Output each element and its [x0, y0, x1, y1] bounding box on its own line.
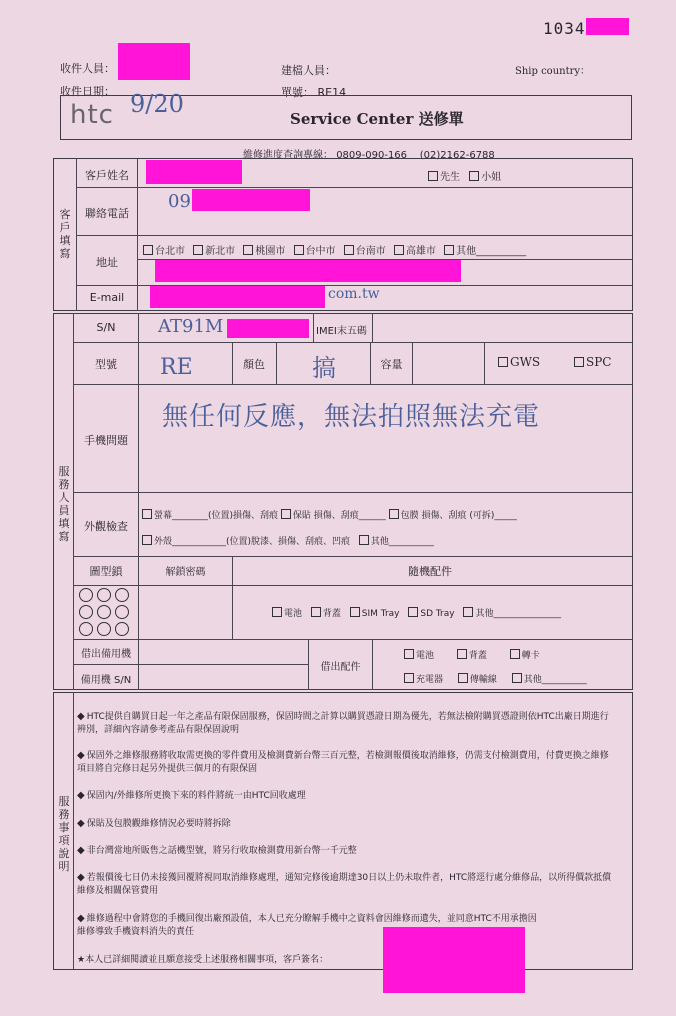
ms-checkbox[interactable]: [469, 171, 479, 181]
redaction-email: [150, 286, 325, 308]
loan-accessories-label: 借出配件: [320, 662, 361, 673]
city-checkbox[interactable]: [294, 245, 304, 255]
loan-other-checkbox[interactable]: [512, 673, 522, 683]
city-checkbox[interactable]: [243, 245, 253, 255]
email-label: E-mail: [89, 291, 125, 304]
receive-date-label: 收件日期：: [60, 85, 115, 98]
loaner-sn-label: 備用機 S/N: [80, 675, 132, 686]
battery-checkbox[interactable]: [272, 607, 282, 617]
redaction-signature: [383, 927, 525, 993]
receiver-label: 收件人員：: [60, 62, 115, 75]
signature-line: ★本人已詳細閱讀並且願意接受上述服務相關事項，客戶簽名：: [77, 955, 329, 965]
spc-checkbox[interactable]: [574, 357, 584, 367]
accessories-options: 電池 背蓋 SIM Tray SD Tray 其他_______________: [272, 606, 561, 619]
city-checkbox[interactable]: [143, 245, 153, 255]
service-section-label: 服務人員填寫: [58, 465, 70, 543]
loaner-label: 借出備用機: [81, 649, 131, 660]
phone-label: 聯絡電話: [85, 207, 129, 220]
sn-hand: AT91M: [158, 316, 224, 337]
name-label: 客戶姓名: [85, 169, 129, 182]
service-section: [53, 313, 633, 690]
loan-charger-checkbox[interactable]: [404, 673, 414, 683]
order-no-label: 單號： RE14: [281, 86, 347, 99]
title-options: 先生 小姐: [428, 168, 501, 183]
redaction-receiver: [118, 43, 190, 80]
handwritten-date: 9/20: [130, 90, 184, 118]
hotline: 維修進度查詢專線： 0809-090-166 (02)2162-6788: [243, 150, 495, 161]
color-label: 顏色: [243, 358, 265, 371]
customer-section-label: 客戶填寫: [59, 208, 71, 260]
problem-hand: 無任何反應，無法拍照無法充電: [162, 402, 541, 432]
redaction-name: [146, 160, 242, 184]
loan-battery-checkbox[interactable]: [404, 649, 414, 659]
term-item: ◆ 保固外之維修服務將收取需更換的零件費用及檢測費新台幣三百元整，若檢測報價後取消維修，仍需支付檢測費用，付費更換之維修項目將自完修日起另外提供三個月的有限保固: [77, 750, 609, 774]
screen-checkbox[interactable]: [142, 509, 152, 519]
loan-cable-checkbox[interactable]: [458, 673, 468, 683]
address-label: 地址: [96, 256, 118, 269]
color-hand: 搞: [312, 354, 336, 382]
redaction-address: [155, 260, 461, 282]
film-checkbox[interactable]: [281, 509, 291, 519]
city-checkbox[interactable]: [394, 245, 404, 255]
terms-section-label: 服務事項說明: [58, 795, 70, 873]
appearance-line2: 外殼____________(位置)脫漆、損傷、刮痕、凹痕 其他__________: [142, 534, 434, 547]
form-title: Service Center 送修單: [290, 110, 464, 128]
sim-tray-checkbox[interactable]: [350, 607, 360, 617]
term-item: ◆ 保固內/外維修所更換下來的料件將統一由HTC回收處理: [77, 790, 306, 801]
imei-label: IMEI末五碼: [316, 326, 367, 337]
redaction-form-number: [586, 18, 629, 35]
sd-tray-checkbox[interactable]: [408, 607, 418, 617]
appearance-label: 外觀檢查: [84, 520, 128, 533]
problem-label: 手機問題: [84, 434, 128, 447]
model-hand: RE: [160, 355, 193, 380]
unlock-code-label: 解鎖密碼: [165, 567, 206, 578]
term-item: ◆ 若報價後七日仍未接獲回覆將視同取消維修處理，通知完修後逾期達30日以上仍未取件者，HTC將逕行處分維修品，以所得價款抵償維修及相關保管費用: [77, 872, 612, 896]
city-checkbox[interactable]: [344, 245, 354, 255]
accessories-label: 隨機配件: [408, 565, 452, 578]
form-number: 1034: [543, 19, 586, 38]
term-item: ◆ 維修過程中會將您的手機回復出廠預設值，本人已充分瞭解手機中之資料會因維修而遺失，並同意HTC不用承擔因維修導致手機資料消失的責任: [77, 913, 537, 937]
wrap-checkbox[interactable]: [389, 509, 399, 519]
redaction-phone: [192, 189, 310, 211]
email-hand: com.tw: [328, 286, 380, 302]
pattern-lock-label: 圖型鎖: [89, 565, 123, 578]
city-checkbox[interactable]: [444, 245, 454, 255]
htc-logo: htc: [70, 100, 114, 130]
loan-acc-row2: 充電器 傳輸線 其他__________: [404, 672, 587, 685]
filer-label: 建檔人員：: [281, 64, 336, 77]
phone-hand: 09: [168, 191, 191, 212]
shell-checkbox[interactable]: [142, 535, 152, 545]
ship-country-label: Ship country：: [515, 66, 591, 77]
redaction-sn: [227, 319, 309, 338]
city-options: 台北市 新北市 桃園市 台中市 台南市 高雄市 其他__________: [143, 242, 526, 257]
loan-acc-row1: 電池 背蓋 轉卡: [404, 648, 540, 661]
sn-label: S/N: [96, 321, 116, 334]
term-item: ◆ 保貼及包膜觀維修情況必要時將拆除: [77, 818, 231, 829]
mr-checkbox[interactable]: [428, 171, 438, 181]
term-item: ◆ 非台灣當地所販售之話機型號，將另行收取檢測費用新台幣一千元整: [77, 845, 357, 856]
acc-other-checkbox[interactable]: [463, 607, 473, 617]
loan-cover-checkbox[interactable]: [457, 649, 467, 659]
capacity-label: 容量: [380, 358, 403, 371]
model-label: 型號: [95, 358, 117, 371]
spc-option: SPC: [574, 355, 611, 369]
gws-option: GWS: [498, 355, 540, 369]
gws-checkbox[interactable]: [498, 357, 508, 367]
cover-checkbox[interactable]: [311, 607, 321, 617]
other-checkbox[interactable]: [359, 535, 369, 545]
city-checkbox[interactable]: [193, 245, 203, 255]
star-icon: ★: [77, 955, 86, 965]
term-item: ◆ HTC提供自購買日起一年之產品有限保固服務，保固時間之計算以購買憑證日期為優先，若無法檢附購買憑證則依HTC出廠日期進行辨別，詳細內容請參考產品有限保固說明: [77, 711, 609, 735]
appearance-line1: 螢幕________(位置)損傷、刮痕 保貼 損傷、刮痕______ 包膜 損傷、刮痕 (可拆)_____: [142, 508, 517, 521]
loan-adapter-checkbox[interactable]: [510, 649, 520, 659]
